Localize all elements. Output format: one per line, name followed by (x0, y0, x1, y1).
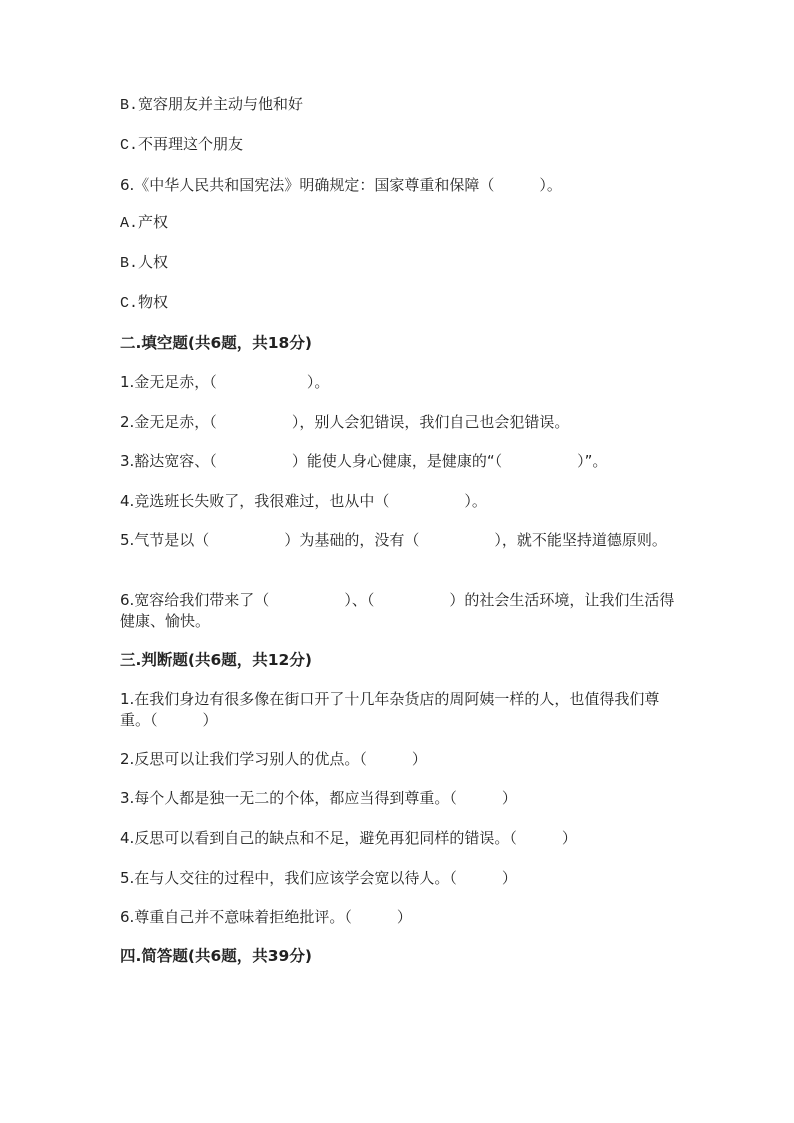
fill-blank-item-1: 1.金无足赤，（ ）。 (120, 373, 330, 391)
true-false-item-1: 1.在我们身边有很多像在街口开了十几年杂货店的周阿姨一样的人，也值得我们尊重。（ ） (120, 690, 660, 729)
q6-question: 6.《中华人民共和国宪法》明确规定：国家尊重和保障（ ）。 (120, 176, 562, 194)
fill-blank-item-6: 6.宽容给我们带来了（ ）、（ ）的社会生活环境，让我们生活得健康、愉快。 (120, 591, 675, 630)
true-false-item-5: 5.在与人交往的过程中，我们应该学会宽以待人。（ ） (120, 869, 517, 887)
true-false-item-4: 4.反思可以看到自己的缺点和不足，避免再犯同样的错误。（ ） (120, 829, 577, 847)
section-heading-true-false: 三.判断题(共6题，共12分) (120, 651, 312, 669)
q5-option-c: C.不再理这个朋友 (120, 137, 244, 154)
fill-blank-item-4: 4.竞选班长失败了，我很难过，也从中（ ）。 (120, 492, 487, 510)
fill-blank-item-2: 2.金无足赤，（ ），别人会犯错误，我们自己也会犯错误。 (120, 413, 570, 431)
q5-option-b: B.宽容朋友并主动与他和好 (120, 97, 304, 114)
true-false-item-3: 3.每个人都是独一无二的个体，都应当得到尊重。（ ） (120, 789, 517, 807)
fill-blank-item-5: 5.气节是以（ ）为基础的，没有（ ），就不能坚持道德原则。 (120, 531, 667, 549)
q6-option-c: C.物权 (120, 295, 169, 312)
true-false-item-6: 6.尊重自己并不意味着拒绝批评。（ ） (120, 908, 412, 926)
section-heading-fill-blank: 二.填空题(共6题，共18分) (120, 334, 312, 352)
true-false-item-2: 2.反思可以让我们学习别人的优点。（ ） (120, 750, 427, 768)
section-heading-short-answer: 四.简答题(共6题，共39分) (120, 947, 312, 965)
fill-blank-item-3: 3.豁达宽容、（ ）能使人身心健康，是健康的“（ ）”。 (120, 452, 608, 470)
q6-option-b: B.人权 (120, 255, 169, 272)
q6-option-a: A.产权 (120, 215, 169, 232)
